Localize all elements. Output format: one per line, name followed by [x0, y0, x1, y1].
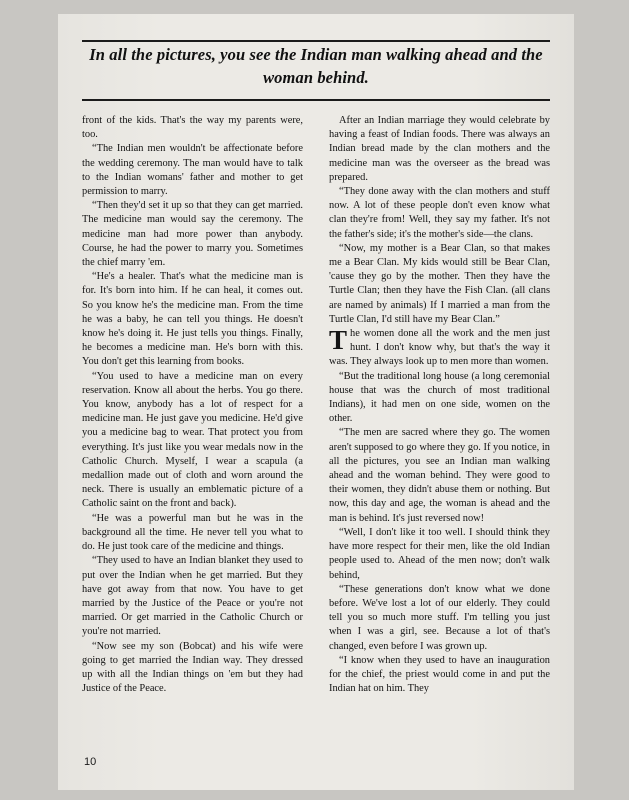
body-columns	[82, 114, 550, 696]
paper-speck	[178, 654, 181, 657]
page-number: 10	[84, 756, 97, 768]
paper-speck	[458, 314, 460, 316]
paragraph: “They used to have an Indian blanket they used to put over the Indian when he get married. But they have got away from that now. You have to get married by the Justice of the Peace or you're not married. Or get married in the Catholic Church or you're not married.	[82, 555, 303, 638]
paragraph: “The Indian men wouldn't be affectionate before the wedding ceremony. The man would have to talk to the Indian womans' father and mother to get permission to marry.	[82, 143, 303, 198]
paragraph: “Then they'd set it up so that they can get married. The medicine man would say the ceremony. The medicine man had more power than anybody. Course, he had the power to marry you. Sometimes the chief marry 'em.	[82, 200, 303, 269]
paragraph: “Now, my mother is a Bear Clan, so that makes me a Bear Clan. My kids would still be Bear Clan, 'cause they go by the mother. Then they have the Turtle Clan; then they have the Fish Clan. (all clans are named by animals) If I married a man from the Turtle Clan, I'd still have my Bear Clan.”	[329, 242, 550, 325]
paragraph: “These generations don't know what we done before. We've lost a lot of our elderly. They could tell you so much more stuff. I'm telling you just when I was a girl, see. Because a lot of that's changed, even before I was grown up.	[329, 583, 550, 652]
paragraph-text: he women done all the work and the men just hunt. I don't know why, but that's the way it was. They always look up to men more than women.	[329, 328, 550, 368]
paragraph: After an Indian marriage they would celebrate by having a feast of Indian foods. There was always an Indian bread made by the clan mothers and the medicine man was the overseer as the bread was prepared.	[329, 115, 550, 183]
paragraph: “I know when they used to have an inauguration for the chief, the priest would come in and put the Indian hat on him. They	[329, 654, 550, 695]
paragraph: “The men are sacred where they go. The women aren't supposed to go where they go. If you notice, in all the pictures, you see an Indian man walking ahead and the woman behind. They were good to their women, they didn't abuse them or nothing. But now, this day and age, the woman is ahead and the man is behind. It's just reversed now!	[329, 427, 550, 524]
page-headline: In all the pictures, you see the Indian man walking ahead and the woman behind.	[89, 45, 543, 87]
paragraph: “But the traditional long house (a long ceremonial house that was the church of most traditional Indians), it had men on one side, women on the other.	[329, 370, 550, 425]
paragraph	[329, 327, 550, 370]
paragraph: “He's a healer. That's what the medicine man is for. It's born into him. If he can heal, it comes out. So you know he's the medicine man. From the time he was a baby, he can tell you things. He doesn't know he's doing it. He just tells you things. Finally, he becomes a medicine man. He's born with this. You don't get this learning from books.	[82, 271, 303, 368]
right-column	[329, 114, 550, 696]
paper-sheet	[58, 14, 574, 790]
paragraph: “They done away with the clan mothers and stuff now. A lot of these people don't even know what clan they're from! Well, they say my father. It's not the father's side; it's the mother's side—the clans.	[329, 186, 550, 240]
headline-rule-bottom	[82, 99, 550, 101]
paragraph: “Now see my son (Bobcat) and his wife were going to get married the Indian way. They dressed up with all the Indian things on 'em but they had Justice of the Peace.	[82, 640, 303, 695]
paragraph: “He was a powerful man but he was in the background all the time. He never tell you what to do. He just took care of the medicine and things.	[82, 512, 303, 553]
left-column	[82, 114, 303, 696]
headline-rule-top	[82, 40, 550, 42]
drop-cap: T	[329, 325, 348, 356]
paragraph: front of the kids. That's the way my parents were, too.	[82, 115, 303, 141]
paragraph: “Well, I don't like it too well. I should think they have more respect for their men, like the old Indian people used to. Ahead of the men now; don't walk behind,	[329, 526, 550, 581]
paragraph: “You used to have a medicine man on every reservation. Know all about the herbs. You go there. You know, anybody has a lot of respect for a medicine man. He just gave you medicine. He'd give you a medicine bag to wear. That protect you from everything. It's just like you wear medals now in the Catholic Church. Myself, I wear a scapula (a medallion made out of cloth and worn around the neck. There is usually an emblematic picture of a Catholic saint on the front and back).	[82, 370, 303, 510]
